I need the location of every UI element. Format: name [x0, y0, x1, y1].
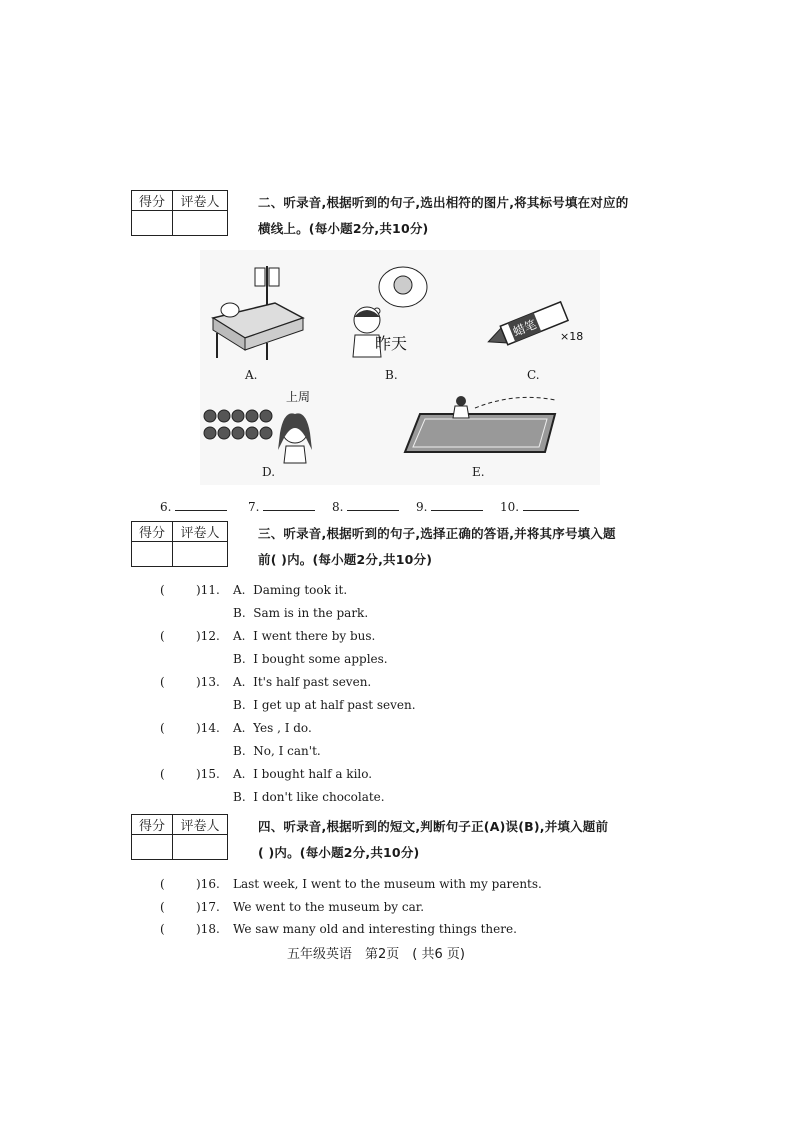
picture-label-b: B. [385, 368, 398, 382]
answer-paren[interactable]: ( [160, 767, 165, 781]
grader-header: 评卷人 [173, 191, 228, 211]
answer-blank-6[interactable]: 6. [160, 498, 227, 514]
answer-paren[interactable]: ( [160, 629, 165, 643]
picture-label-c: C. [527, 368, 540, 382]
score-cell[interactable] [132, 211, 173, 236]
question-16 [160, 877, 165, 891]
section3-heading: 三、听录音,根据听到的句子,选择正确的答语,并将其序号填入题 前( )内。(每小题2分,共10分) [258, 526, 616, 567]
option-a: A. Yes , I do. [233, 721, 312, 735]
picture-label-a: A. [245, 368, 258, 382]
option-a: A. I bought half a kilo. [233, 767, 373, 781]
section2-heading: 二、听录音,根据听到的句子,选出相符的图片,将其标号填在对应的 横线上。(每小题2分,共10分) [258, 195, 629, 236]
caption-last-week: 上周 [286, 390, 311, 404]
grader-header: 评卷人 [173, 815, 228, 835]
score-cell[interactable] [132, 835, 173, 860]
girl-apples-icon [200, 388, 325, 466]
boy-thinking-icon [345, 265, 435, 360]
answer-paren[interactable]: ( [160, 900, 165, 914]
crayon-icon [480, 295, 590, 355]
question-17 [160, 900, 165, 914]
statement-text: We saw many old and interesting things there. [233, 922, 517, 936]
grader-cell[interactable] [173, 211, 228, 236]
grader-cell[interactable] [173, 542, 228, 567]
score-cell[interactable] [132, 542, 173, 567]
caption-yesterday: 昨天 [375, 334, 408, 353]
option-b: B. I get up at half past seven. [233, 698, 416, 712]
answer-blank-8[interactable]: 8. [332, 498, 399, 514]
count-18: ×18 [560, 330, 584, 343]
answer-blank-7[interactable]: 7. [248, 498, 315, 514]
option-b: B. I don't like chocolate. [233, 790, 385, 804]
statement-text: Last week, I went to the museum with my parents. [233, 877, 542, 891]
score-header: 得分 [132, 191, 173, 211]
question-15 [160, 767, 165, 781]
page-footer: 五年级英语 第2页 ( 共6 页) [287, 947, 465, 962]
grader-cell[interactable] [173, 835, 228, 860]
question-14 [160, 721, 165, 735]
statement-text: We went to the museum by car. [233, 900, 425, 914]
long-jump-icon [395, 392, 560, 462]
answer-paren[interactable]: ( [160, 675, 165, 689]
question-18 [160, 922, 165, 936]
option-a: A. I went there by bus. [233, 629, 376, 643]
score-header: 得分 [132, 522, 173, 542]
question-11 [160, 583, 165, 597]
score-table-section4 [131, 814, 228, 860]
answer-blank-9[interactable]: 9. [416, 498, 483, 514]
picture-label-d: D. [262, 465, 276, 479]
question-12 [160, 629, 165, 643]
option-b: B. No, I can't. [233, 744, 321, 758]
caption-crayon: 蜡笔 [511, 317, 539, 340]
answer-paren[interactable]: ( [160, 922, 165, 936]
hospital-bed-icon [205, 258, 310, 363]
option-a: A. It's half past seven. [233, 675, 372, 689]
score-table-section2 [131, 190, 228, 236]
question-13 [160, 675, 165, 689]
picture-label-e: E. [472, 465, 485, 479]
option-a: A. Daming took it. [233, 583, 348, 597]
grader-header: 评卷人 [173, 522, 228, 542]
option-b: B. I bought some apples. [233, 652, 388, 666]
score-table-section3 [131, 521, 228, 567]
option-b: B. Sam is in the park. [233, 606, 369, 620]
score-header: 得分 [132, 815, 173, 835]
answer-paren[interactable]: ( [160, 583, 165, 597]
answer-paren[interactable]: ( [160, 877, 165, 891]
answer-blank-10[interactable]: 10. [500, 498, 579, 514]
section4-heading: 四、听录音,根据听到的短文,判断句子正(A)误(B),并填入题前 ( )内。(每小题2分,共10分) [258, 819, 609, 860]
answer-paren[interactable]: ( [160, 721, 165, 735]
